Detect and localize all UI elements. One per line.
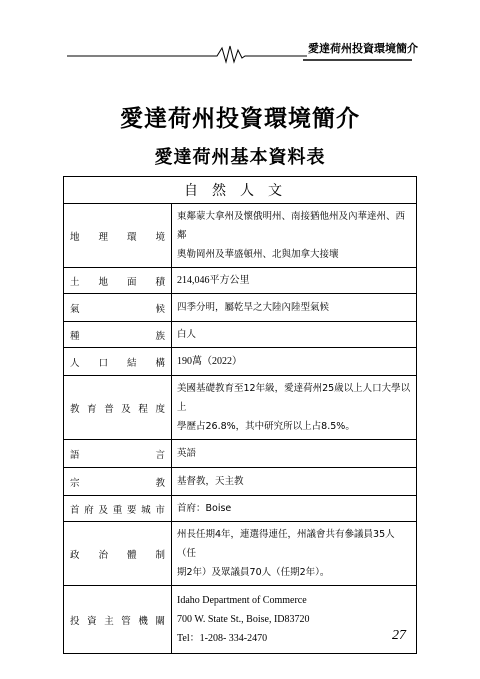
table-row [64, 294, 417, 322]
row-label [64, 204, 172, 268]
basic-data-table [63, 176, 417, 654]
row-label-text: 種 族 [70, 330, 165, 342]
row-label-text: 語 言 [70, 449, 165, 461]
row-label [64, 268, 172, 294]
row-label [64, 322, 172, 348]
row-label [64, 376, 172, 440]
row-label-text: 地 理 環 境 [70, 231, 165, 243]
table-row [64, 496, 417, 522]
row-label-text: 宗 教 [70, 477, 165, 489]
row-label [64, 586, 172, 654]
row-value-line: 190萬（2022） [177, 356, 242, 367]
row-label [64, 440, 172, 468]
row-value [172, 348, 417, 376]
row-value [172, 468, 417, 496]
row-label [64, 294, 172, 322]
table-row [64, 348, 417, 376]
row-value-line: 首府：Boise [177, 503, 232, 514]
table-row [64, 322, 417, 348]
row-value [172, 376, 417, 440]
row-value-line: Idaho Department of Commerce [177, 595, 307, 606]
table-title: 愛達荷州基本資料表 [154, 147, 326, 168]
row-label-text: 政 治 體 制 [70, 549, 165, 561]
row-value-line: 奧勒岡州及華盛頓州、北與加拿大接壤 [177, 249, 339, 260]
row-value-line: 州長任期4年，連選得連任，州議會共有參議員35人（任 [177, 529, 395, 559]
table-row [64, 268, 417, 294]
row-value-line: 700 W. State St., Boise, ID83720 [177, 614, 310, 625]
row-value-line: 英語 [177, 448, 197, 459]
row-label-text: 人 口 結 構 [70, 357, 165, 369]
row-value-line: Tel：1-208- 334-2470 [177, 633, 268, 644]
row-value-line: 東鄰蒙大拿州及懷俄明州、南接猶他州及內華達州、西鄰 [177, 211, 406, 241]
row-value [172, 322, 417, 348]
table-row [64, 468, 417, 496]
row-value-line: 四季分明，屬乾旱之大陸內陸型氣候 [177, 302, 330, 313]
row-value [172, 496, 417, 522]
row-value-line: 美國基礎教育至12年級，愛達荷州25歲以上人口大學以上 [177, 383, 411, 413]
row-value-line: 基督教，天主教 [177, 476, 244, 487]
row-value [172, 586, 417, 654]
row-label-text: 教 育 普 及 程 度 [70, 403, 165, 415]
table-row [64, 440, 417, 468]
row-value-line: 期2年）及眾議員70人（任期2年）。 [177, 567, 330, 578]
table-row [64, 376, 417, 440]
row-label-text: 土 地 面 積 [70, 276, 165, 288]
row-value-line: 學歷占26.8%，其中研究所以上占8.5%。 [177, 421, 355, 432]
row-value [172, 294, 417, 322]
document-title: 愛達荷州投資環境簡介 [120, 106, 360, 132]
table-row [64, 586, 417, 654]
table-row [64, 522, 417, 586]
row-label [64, 348, 172, 376]
row-value-line: 白人 [177, 329, 197, 340]
running-header-title: 愛達荷州投資環境簡介 [308, 42, 418, 55]
row-value [172, 204, 417, 268]
row-label-text: 投 資 主 管 機 關 [70, 615, 165, 627]
row-label [64, 522, 172, 586]
row-label-text: 首 府 及 重 要 城 市 [70, 504, 165, 516]
row-value [172, 440, 417, 468]
row-label-text: 氣 候 [70, 303, 165, 315]
row-label [64, 468, 172, 496]
table-row [64, 204, 417, 268]
page-number: 27 [392, 628, 406, 643]
section-header: 自然人文 [64, 177, 417, 204]
row-label [64, 496, 172, 522]
row-value [172, 522, 417, 586]
row-value [172, 268, 417, 294]
row-value-line: 214,046平方公里 [177, 275, 250, 286]
